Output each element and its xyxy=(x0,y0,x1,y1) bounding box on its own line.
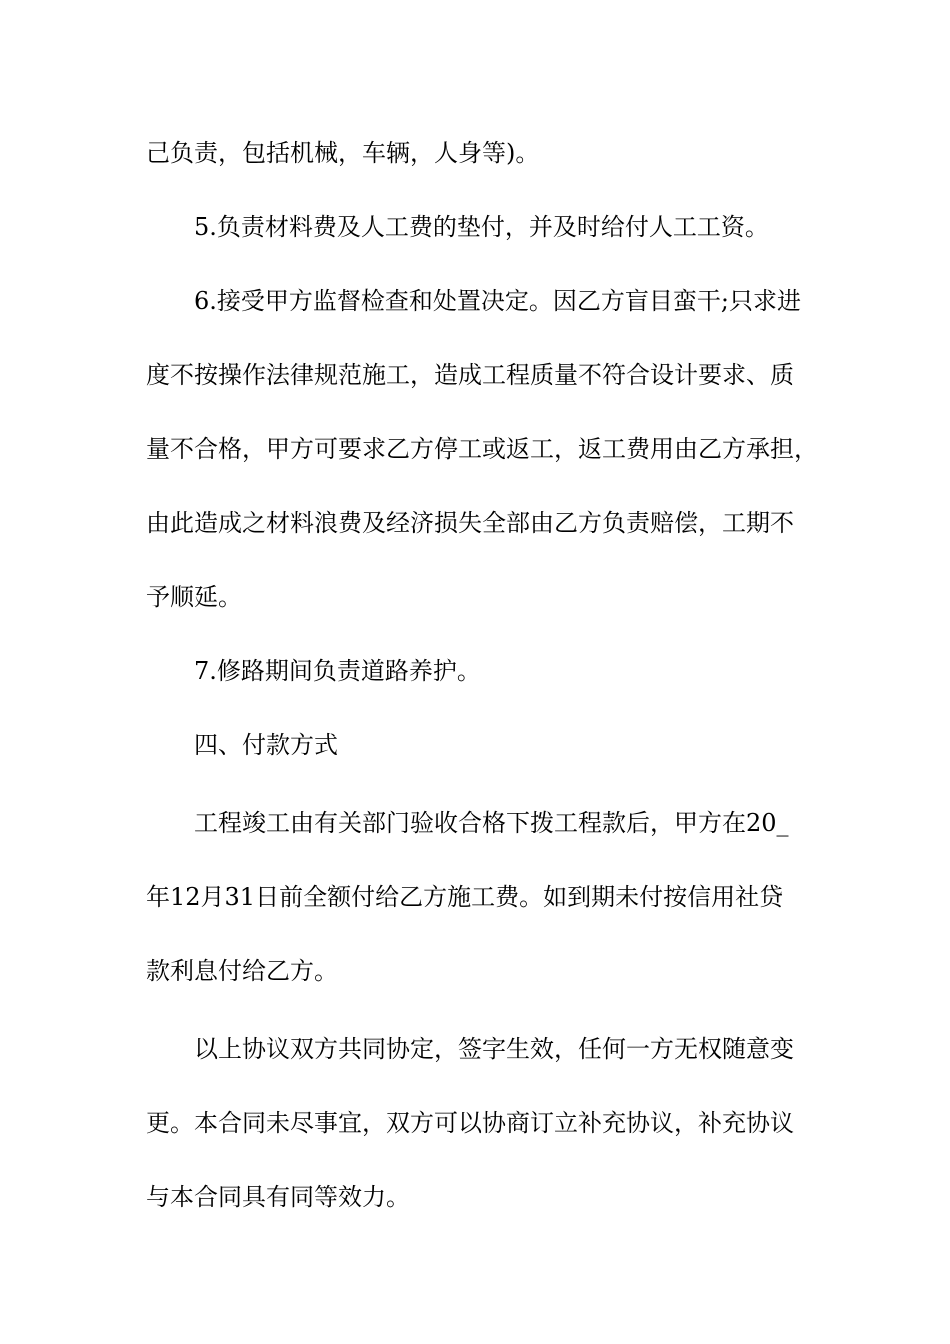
text-line: 己负责，包括机械，车辆，人身等)。 xyxy=(146,139,540,167)
text-line: 款利息付给乙方。 xyxy=(146,957,338,985)
clause-6: 6.接受甲方监督检查和处置决定。因乙方盲目蛮干;只求进 xyxy=(194,287,801,315)
text-line: 量不合格，甲方可要求乙方停工或返工，返工费用由乙方承担， xyxy=(146,435,818,463)
clause-7: 7.修路期间负责道路养护。 xyxy=(194,657,481,685)
section-heading-payment: 四、付款方式 xyxy=(194,731,338,759)
payment-paragraph: 工程竣工由有关部门验收合格下拨工程款后，甲方在20_ xyxy=(194,809,789,837)
agreement-paragraph: 以上协议双方共同协定，签字生效，任何一方无权随意变 xyxy=(194,1035,794,1063)
text-line: 与本合同具有同等效力。 xyxy=(146,1183,410,1211)
clause-5: 5.负责材料费及人工费的垫付，并及时给付人工工资。 xyxy=(194,213,769,241)
text-line: 年12月31日前全额付给乙方施工费。如到期未付按信用社贷 xyxy=(146,883,784,911)
text-line: 由此造成之材料浪费及经济损失全部由乙方负责赔偿，工期不 xyxy=(146,509,794,537)
text-line: 度不按操作法律规范施工，造成工程质量不符合设计要求、质 xyxy=(146,361,794,389)
text-line: 更。本合同未尽事宜，双方可以协商订立补充协议，补充协议 xyxy=(146,1109,794,1137)
text-line: 予顺延。 xyxy=(146,583,242,611)
